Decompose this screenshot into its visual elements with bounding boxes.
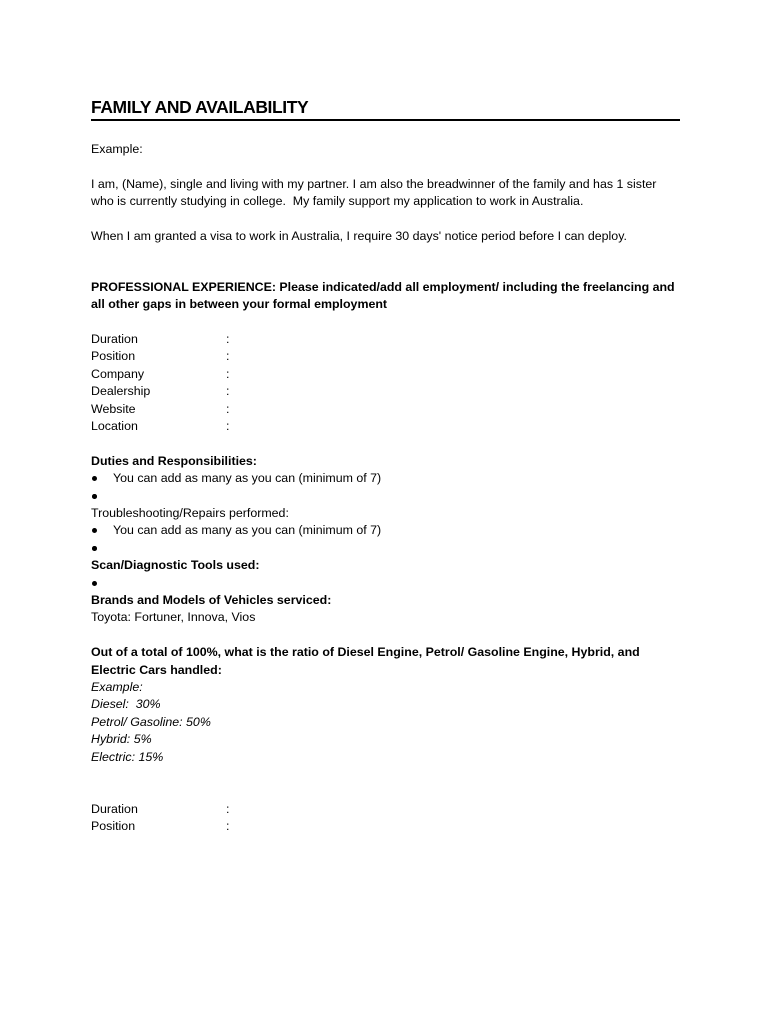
experience-fields bbox=[91, 331, 680, 435]
field-label: Position bbox=[91, 819, 136, 834]
scan-tools-heading: Scan/Diagnostic Tools used: bbox=[91, 558, 260, 573]
ratio-diesel: Diesel: 30% bbox=[91, 697, 161, 712]
field-location bbox=[91, 418, 680, 435]
section-title: FAMILY AND AVAILABILITY bbox=[91, 96, 680, 121]
bullet-text: You can add as many as you can (minimum of 7) bbox=[113, 471, 382, 486]
experience-fields-2 bbox=[91, 801, 680, 836]
visa-paragraph: When I am granted a visa to work in Australia, I require 30 days' notice period before I can deploy. bbox=[91, 229, 627, 243]
family-paragraph: I am, (Name), single and living with my partner. I am also the breadwinner of the family and has 1 sister who is currently studying in college. My family support my application to work in Australia. bbox=[91, 176, 660, 209]
field-colon: : bbox=[226, 332, 230, 346]
list-item bbox=[91, 522, 680, 539]
field-position bbox=[91, 818, 680, 835]
ratio-example-label: Example: bbox=[91, 680, 143, 695]
bullet-icon bbox=[91, 470, 113, 487]
brands-heading: Brands and Models of Vehicles serviced: bbox=[91, 593, 332, 608]
field-position bbox=[91, 348, 680, 365]
ratio-electric: Electric: 15% bbox=[91, 749, 164, 764]
field-label: Website bbox=[91, 401, 136, 416]
bullet-icon bbox=[91, 522, 113, 539]
field-duration bbox=[91, 801, 680, 818]
field-label: Position bbox=[91, 349, 136, 364]
field-colon: : bbox=[226, 366, 230, 381]
field-dealership bbox=[91, 383, 680, 400]
troubleshooting-heading: Troubleshooting/Repairs performed: bbox=[91, 506, 289, 521]
ratio-hybrid: Hybrid: 5% bbox=[91, 732, 152, 747]
field-company bbox=[91, 366, 680, 383]
brands-value: Toyota: Fortuner, Innova, Vios bbox=[91, 610, 256, 625]
ratio-heading: Out of a total of 100%, what is the ratio of Diesel Engine, Petrol/ Gasoline Engine, Hybrid, and Electric Cars handled: bbox=[91, 645, 644, 677]
document-page bbox=[91, 96, 680, 836]
field-colon: : bbox=[226, 801, 230, 816]
field-label: Dealership bbox=[91, 384, 151, 399]
professional-experience-heading: PROFESSIONAL EXPERIENCE: Please indicated/add all employment/ including the freelancing and all other gaps in between your formal employment bbox=[91, 279, 679, 312]
field-colon: : bbox=[226, 349, 230, 364]
field-label: Duration bbox=[91, 332, 138, 346]
field-colon: : bbox=[226, 401, 230, 416]
duties-heading: Duties and Responsibilities: bbox=[91, 453, 257, 468]
field-label: Duration bbox=[91, 801, 138, 816]
bullet-text: You can add as many as you can (minimum of 7) bbox=[113, 523, 382, 538]
example-label: Example: bbox=[91, 142, 143, 156]
field-duration bbox=[91, 331, 680, 348]
field-colon: : bbox=[226, 384, 230, 399]
field-website bbox=[91, 401, 680, 418]
field-colon: : bbox=[226, 419, 230, 434]
field-colon: : bbox=[226, 819, 230, 834]
list-item bbox=[91, 470, 680, 487]
ratio-petrol: Petrol/ Gasoline: 50% bbox=[91, 714, 211, 729]
field-label: Location bbox=[91, 419, 138, 434]
field-label: Company bbox=[91, 366, 145, 381]
